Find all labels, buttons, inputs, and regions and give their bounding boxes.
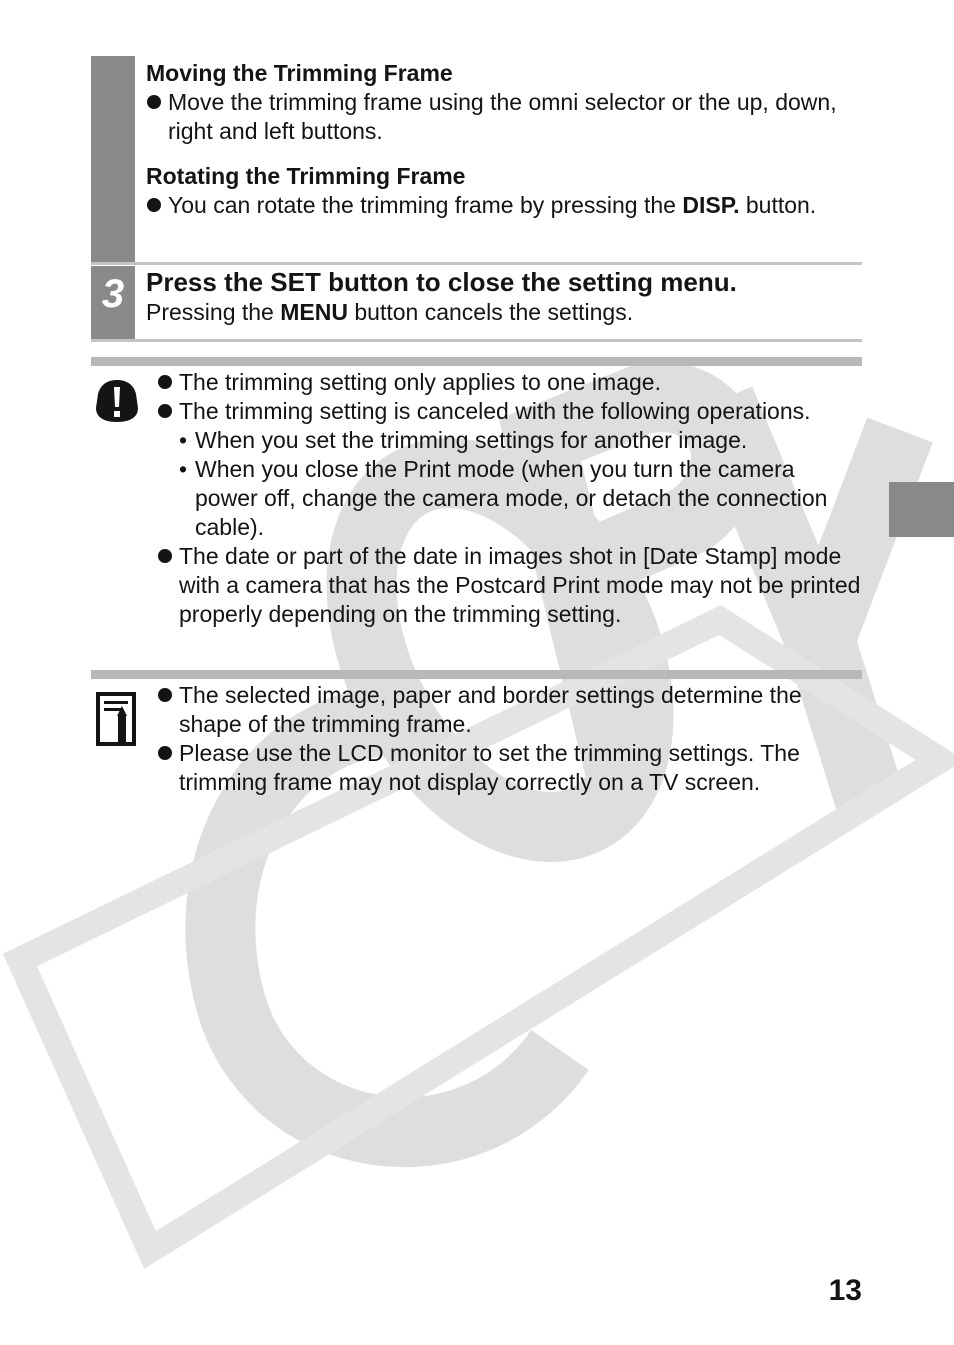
caution-sub-item: • When you set the trimming settings for another image. (179, 427, 748, 453)
memo-top-rule (91, 670, 862, 679)
bullet-dot-icon (158, 549, 172, 563)
page-number: 13 (828, 1274, 862, 1307)
bullet-dot-icon (158, 375, 172, 389)
caution-top-rule (91, 357, 862, 366)
memo-list (157, 681, 862, 797)
caution-bullet: The trimming setting only applies to one image. (157, 368, 862, 397)
bullet-dot-icon (158, 746, 172, 760)
bullet-dot-icon (147, 198, 161, 212)
divider (91, 339, 862, 342)
rotating-frame-section (146, 161, 856, 220)
moving-frame-heading: Moving the Trimming Frame (146, 60, 453, 86)
bullet-dot-icon (158, 404, 172, 418)
memo-note-icon (96, 692, 138, 748)
caution-bullet: The date or part of the date in images shot in [Date Stamp] mode with a camera that has the Postcard Print mode may not be printed properly depending on the trimming setting. (157, 542, 862, 629)
caution-sub-list (157, 426, 862, 542)
chapter-side-tab (889, 482, 954, 537)
rotating-frame-bullet: You can rotate the trimming frame by pressing the DISP. button. (146, 191, 856, 220)
moving-frame-section (146, 58, 856, 146)
bullet-dot-icon (147, 95, 161, 109)
step-3-bar (91, 266, 135, 340)
step-3-heading: Press the SET button to close the setting menu. (146, 267, 737, 297)
caution-list (157, 368, 862, 629)
bullet-dot-icon (158, 688, 172, 702)
caution-sub-item: • When you close the Print mode (when you turn the camera power off, change the camera mode, or detach the connection cable). (179, 456, 828, 540)
caution-bullet: The trimming setting is canceled with the following operations. (157, 397, 862, 426)
step-number: 3 (101, 272, 125, 316)
divider (91, 262, 862, 265)
step-3-section (146, 266, 856, 327)
rotating-frame-heading: Rotating the Trimming Frame (146, 163, 466, 189)
memo-bullet: Please use the LCD monitor to set the trimming settings. The trimming frame may not display correctly on a TV screen. (157, 739, 862, 797)
caution-exclamation-icon (94, 378, 140, 424)
moving-frame-bullet: Move the trimming frame using the omni selector or the up, down, right and left buttons. (146, 88, 856, 146)
memo-bullet: The selected image, paper and border settings determine the shape of the trimming frame. (157, 681, 862, 739)
step-3-text: Pressing the MENU button cancels the settings. (146, 299, 634, 325)
step-bar (91, 56, 135, 262)
